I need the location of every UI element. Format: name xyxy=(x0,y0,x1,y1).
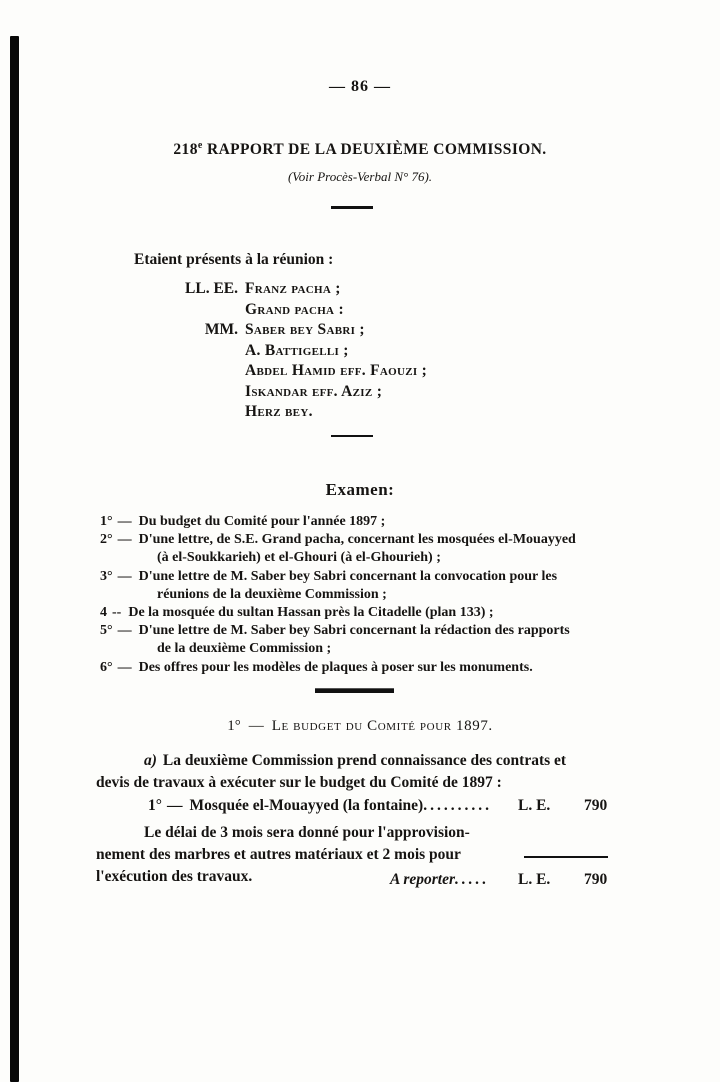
paragraph-a-line: La deuxième Commission prend connaissance des contrats et xyxy=(162,752,567,769)
item-marker: 1° xyxy=(100,514,113,529)
examen-item xyxy=(100,531,630,567)
examen-heading: Examen: xyxy=(325,480,395,499)
ordinal-suffix: e xyxy=(197,140,203,151)
attendance-list xyxy=(134,279,427,423)
amount-value: 790 xyxy=(584,871,608,888)
examen-item xyxy=(100,622,630,658)
item-marker: 2° xyxy=(100,532,113,548)
attendee-row xyxy=(134,402,427,423)
delay-line: l'exécution des travaux. xyxy=(96,868,253,885)
budget-item-dash: — xyxy=(166,797,183,814)
item-marker: 6° xyxy=(100,659,113,675)
total-rule xyxy=(524,856,608,858)
delay-line: nement des marbres et autres matériaux et 2 mois pour xyxy=(96,846,461,863)
item-marker: 3° xyxy=(100,568,113,584)
carry-forward-text: A reporter xyxy=(390,871,456,888)
item-marker: 4 xyxy=(100,605,107,621)
budget-item-marker: 1° xyxy=(148,797,162,814)
item-dash: — xyxy=(117,659,132,675)
attendee-row xyxy=(134,320,427,341)
item-dash: — xyxy=(117,623,132,639)
attendee-name: Iskandar eff. Aziz ; xyxy=(245,382,383,400)
section-title-text: Le budget du Comité pour 1897. xyxy=(271,718,493,734)
budget-item-text: Mosquée el-Mouayyed (la fontaine) xyxy=(189,797,424,814)
item-text: D'une lettre, de S.E. Grand pacha, concernant les mosquées el-Mouayyed xyxy=(138,532,576,548)
section-marker: 1° xyxy=(227,718,241,734)
item-dash: -- xyxy=(112,605,122,621)
budget-item-label xyxy=(148,797,492,815)
leader-dots: .......... xyxy=(423,797,492,814)
item-text-continued: réunions de la deuxième Commission ; xyxy=(157,586,387,602)
attendee-prefix: LL. EE. xyxy=(185,280,238,297)
divider-under-title xyxy=(331,206,373,209)
item-text-continued: de la deuxième Commission ; xyxy=(157,641,332,657)
attendee-name: Saber bey Sabri ; xyxy=(245,321,365,338)
item-text: Des offres pour les modèles de plaques à poser sur les monuments. xyxy=(138,659,533,675)
attendee-row xyxy=(134,382,427,403)
leader-dots: ..... xyxy=(455,871,490,888)
attendee-name: Abdel Hamid eff. Faouzi ; xyxy=(245,362,428,379)
attendee-name: Franz pacha ; xyxy=(245,280,341,297)
item-marker: 5° xyxy=(100,623,113,639)
attendee-row xyxy=(134,361,427,382)
paragraph-a-marker: a) xyxy=(144,752,157,769)
section-dash: — xyxy=(248,718,264,734)
item-dash: — xyxy=(117,532,132,548)
attendance-intro: Etaient présents à la réunion : xyxy=(134,251,334,268)
attendee-row xyxy=(134,341,427,362)
item-text: D'une lettre de M. Saber bey Sabri concernant la convocation pour les xyxy=(138,568,558,584)
item-text: De la mosquée du sultan Hassan près la Citadelle (plan 133) ; xyxy=(128,605,494,621)
attendee-prefix: MM. xyxy=(204,321,238,338)
divider-under-examen xyxy=(315,688,394,693)
scan-edge-artifact xyxy=(10,36,19,1082)
report-number: 218 xyxy=(173,141,198,159)
item-dash: — xyxy=(117,514,132,529)
examen-item xyxy=(100,604,630,622)
currency-label: L. E. xyxy=(518,871,551,888)
carry-forward-label xyxy=(390,871,489,889)
divider-under-attendance xyxy=(331,435,373,437)
item-text: D'une lettre de M. Saber bey Sabri concernant la rédaction des rapports xyxy=(138,623,570,639)
budget-line-item xyxy=(0,797,720,819)
examen-item xyxy=(100,659,630,677)
amount-value: 790 xyxy=(584,797,608,814)
report-title xyxy=(0,140,720,159)
item-text: Du budget du Comité pour l'année 1897 ; xyxy=(138,514,386,529)
examen-list xyxy=(100,513,630,677)
item-text-continued: (à el-Soukkarieh) et el-Ghouri (à el-Ghourieh) ; xyxy=(157,550,441,566)
paragraph-a xyxy=(96,750,628,794)
attendee-row xyxy=(134,300,427,321)
examen-item xyxy=(100,513,630,531)
carry-forward-row xyxy=(0,871,720,893)
attendee-name: Grand pacha : xyxy=(245,300,344,318)
delay-line: Le délai de 3 mois sera donné pour l'approvision- xyxy=(144,824,470,841)
item-dash: — xyxy=(117,568,132,584)
examen-item xyxy=(100,568,630,604)
attendee-row xyxy=(134,279,427,300)
paragraph-a-line: devis de travaux à exécuter sur le budget du Comité de 1897 : xyxy=(96,774,502,791)
page-number: — 86 — xyxy=(329,78,391,95)
report-subtitle: (Voir Procès-Verbal N° 76). xyxy=(287,169,433,184)
report-title-text: RAPPORT DE LA DEUXIÈME COMMISSION. xyxy=(206,141,547,159)
currency-label: L. E. xyxy=(518,797,551,814)
attendee-name: Herz bey. xyxy=(245,403,313,420)
section-heading xyxy=(0,718,720,735)
attendee-name: A. Battigelli ; xyxy=(245,341,349,359)
